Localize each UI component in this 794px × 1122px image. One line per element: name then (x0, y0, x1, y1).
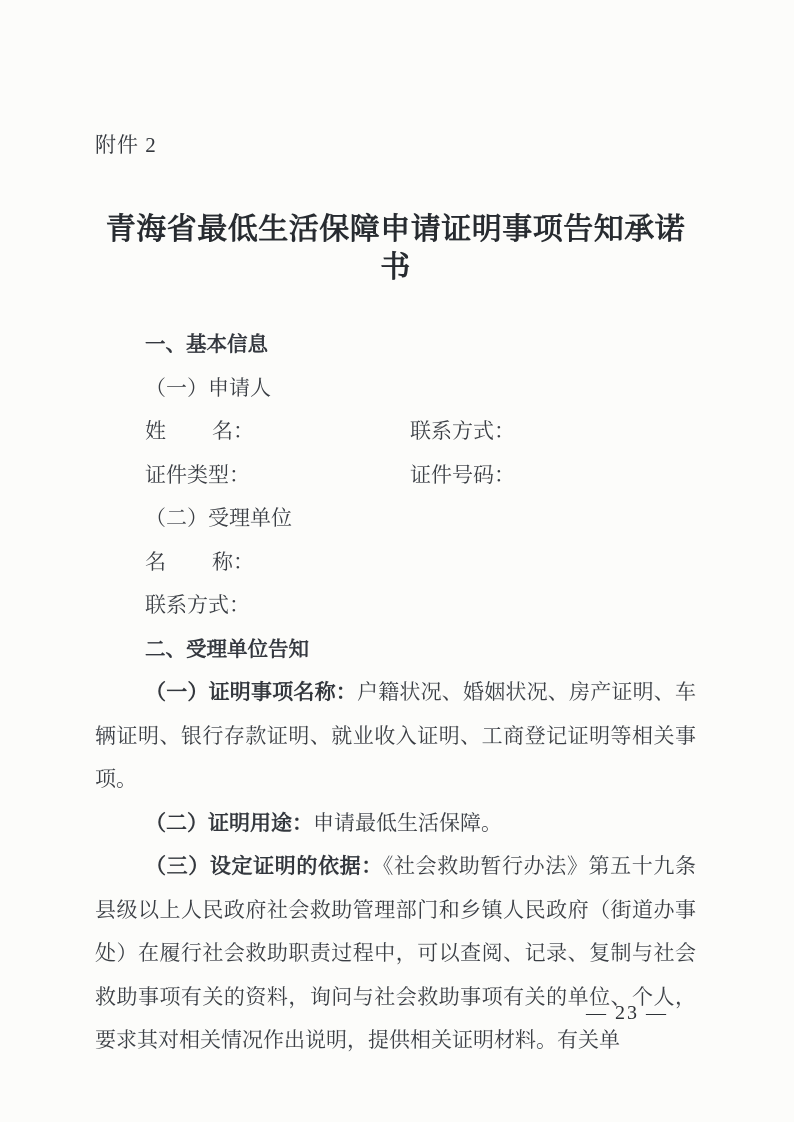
unit-contact-row (95, 584, 696, 628)
unit-contact-label: 联系方式： (145, 593, 250, 617)
applicant-name-label: 姓名 (145, 419, 233, 443)
section-notification-heading: 二、受理单位告知 (145, 636, 309, 661)
section-basic-info-heading: 一、基本信息 (145, 332, 268, 356)
unit-name-row (95, 541, 696, 585)
attachment-label: 附件 2 (95, 133, 157, 157)
applicant-name-colon: ： (233, 419, 254, 443)
applicant-name-field (95, 410, 410, 454)
applicant-contact-label: 联系方式： (410, 419, 515, 443)
subsection-accepting-unit-heading: （二）受理单位 (145, 506, 292, 530)
document-body (95, 323, 696, 1063)
subsection-applicant-heading: （一）申请人 (145, 375, 271, 400)
applicant-id-type-label: 证件类型： (145, 462, 250, 487)
page-content (95, 0, 696, 1063)
notification-item-2-label: （二）证明用途： (145, 810, 313, 835)
notification-item-1 (95, 671, 696, 802)
notification-item-1-label: （一）证明事项名称： (145, 680, 357, 704)
notification-item-3 (95, 845, 696, 1063)
page-number: — 23 — (586, 1002, 668, 1024)
notification-item-2 (95, 802, 696, 846)
unit-name-label: 名称 (145, 549, 233, 574)
notification-item-2-text: 申请最低生活保障。 (313, 810, 502, 835)
applicant-id-row (95, 454, 696, 498)
notification-item-3-label: （三）设定证明的依据： (145, 854, 383, 878)
applicant-name-contact-row (95, 410, 696, 454)
notification-item-1-text: 户籍状况、婚姻状况、房产证明、车辆证明、银行存款证明、就业收入证明、工商登记证明等相关事项。 (95, 680, 696, 791)
unit-name-colon: ： (233, 549, 254, 574)
notification-item-3-text: 《社会救助暂行办法》第五十九条县级以上人民政府社会救助管理部门和乡镇人民政府（街道办事处）在履行社会救助职责过程中，可以查阅、记录、复制与社会救助事项有关的资料，询问与社会救助事项有关的单位、个人，要求其对相关情况作出说明，提供相关证明材料。有关单 (95, 854, 697, 1052)
document-title: 青海省最低生活保障申请证明事项告知承诺书 (105, 212, 686, 285)
unit-name-field (95, 541, 410, 585)
applicant-id-number-label: 证件号码： (410, 462, 515, 487)
